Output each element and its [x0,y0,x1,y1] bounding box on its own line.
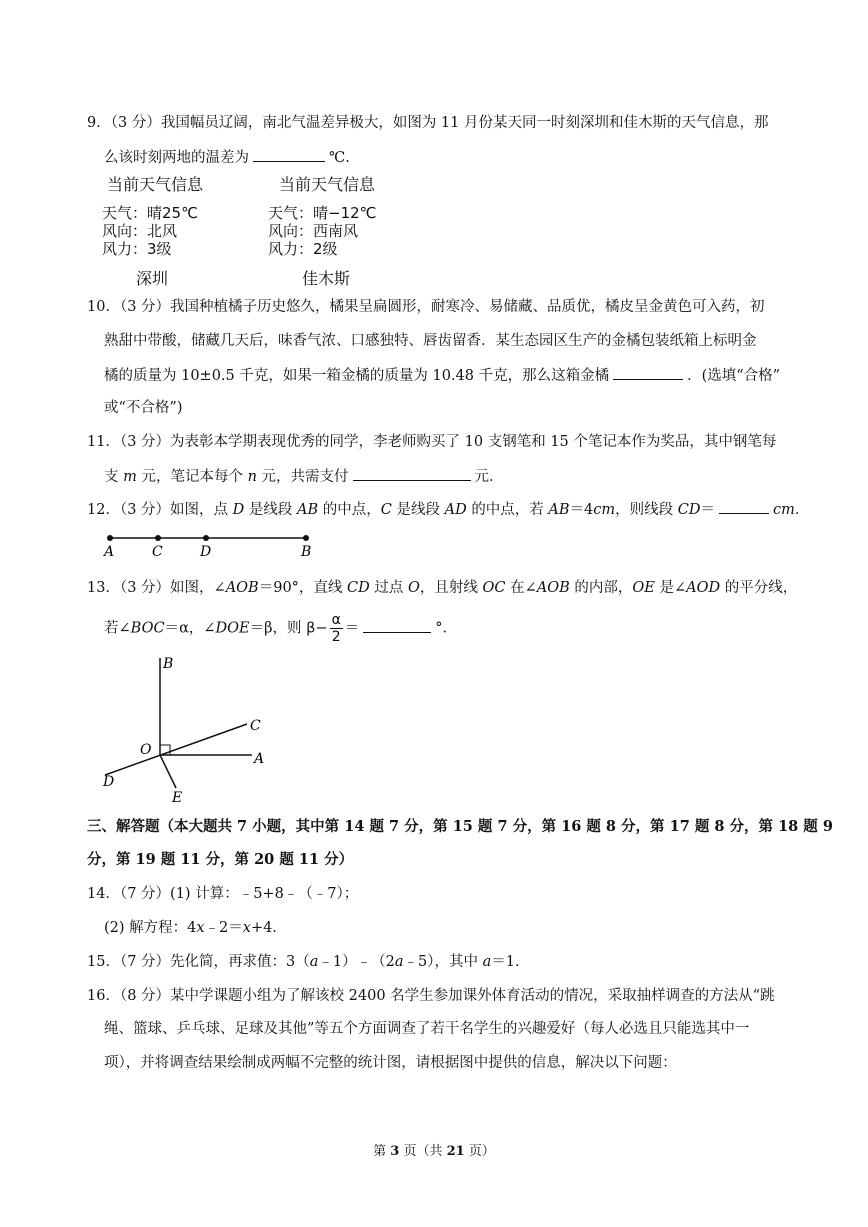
point-a [107,535,113,541]
answer-blank-q9[interactable] [253,147,325,162]
label-d: D [103,774,115,790]
jiamusi-wind-force: 风力：2级 [268,240,338,258]
page-footer: 第 3 页（共 21 页） [373,1144,495,1159]
section-3-heading-line2: 分，第 19 题 11 分，第 20 题 11 分） [87,851,354,868]
q9-line2: 么该时刻两地的温差为 ℃. [104,147,350,168]
alpha-over-two: $\frac{\alpha}{2}$ [331,612,341,645]
section-3-heading-line1: 三、解答题（本大题共 7 小题，其中第 14 题 7 分，第 15 题 7 分，第 16 题 8 分，第 17 题 8 分，第 18 题 9 [87,818,833,835]
q9-line1: 9．（3 分）我国幅员辽阔，南北气温差异极大，如图为 11 月份某天同一时刻深圳和佳木斯的天气信息，那 [87,115,769,131]
point-c [155,535,161,541]
label-e: E [172,790,183,806]
point-b [303,535,309,541]
q10-line1: 10．（3 分）我国种植橘子历史悠久，橘果呈扁圆形，耐寒冷、易储藏、品质优，橘皮呈金黄色可入药，初 [87,299,765,315]
q16-line1: 16．（8 分）某中学课题小组为了解该校 2400 名学生参加课外体育活动的情况，采取抽样调查的方法从“跳 [87,988,775,1004]
label-b: B [163,656,174,672]
q11-line1: 11．（3 分）为表彰本学期表现优秀的同学，李老师购买了 10 支钢笔和 15 个笔记本作为奖品，其中钢笔每 [87,434,777,450]
segment-diagram [100,530,320,560]
shenzhen-wind-dir: 风向：北风 [102,222,178,240]
answer-blank-q11[interactable] [353,466,471,481]
weather-card-shenzhen [102,204,198,258]
label-a: A [254,751,265,767]
point-d [203,535,209,541]
label-o: O [140,742,152,758]
q15-line: 15．（7 分）先化简，再求值：3（a﹣1）﹣（2a﹣5），其中 a＝1． [87,954,530,970]
label-c: C [250,718,261,734]
q14-line1: 14．（7 分）(1) 计算：﹣5+8﹣（﹣7）； [87,886,359,902]
label-a: A [104,544,115,560]
answer-blank-q10[interactable] [613,365,683,380]
city-shenzhen: 深圳 [136,269,169,288]
answer-blank-q12[interactable] [719,499,769,514]
q13-line2: 若∠BOC＝α，∠DOE＝β，则 β− $\frac{\alpha}{2}$ ＝ °． [104,612,458,645]
weather-card-jiamusi [268,204,377,258]
q10-line3: 橘的质量为 10±0.5 千克，如果一箱金橘的质量为 10.48 千克，那么这箱金橘 ．(选填“合格” [104,365,780,386]
page-number: 3 [390,1144,400,1159]
answer-blank-q13[interactable] [363,618,431,633]
label-c: C [152,544,163,560]
q16-line3: 项），并将调查结果绘制成两幅不完整的统计图，请根据图中提供的信息，解决以下问题： [104,1055,677,1071]
q16-line2: 绳、篮球、乒乓球、足球及其他”等五个方面调查了若干名学生的兴趣爱好（每人必选且只能选其中一 [104,1021,750,1037]
ray-oe [160,755,176,788]
label-d: D [200,544,212,560]
q11-line2: 支 m 元，笔记本每个 n 元，共需支付 元． [104,466,504,487]
city-jiamusi: 佳木斯 [302,269,351,288]
line-cd [105,724,247,775]
shenzhen-wind-force: 风力：3级 [102,240,172,258]
label-b: B [301,544,312,560]
q10-line2: 熟甜中带酸，储藏几天后，味香气浓、口感独特、唇齿留香．某生态园区生产的金橘包装纸箱上标明金 [104,333,757,349]
jiamusi-wind-dir: 风向：西南风 [268,222,359,240]
q14-line2: (2) 解方程：4x﹣2＝x+4． [104,920,287,936]
angle-diagram [95,650,285,810]
page-total: 21 [446,1144,465,1159]
q10-line4: 或“不合格”) [104,400,183,416]
weather-card-title-jiamusi: 当前天气信息 [279,175,376,194]
shenzhen-weather: 天气：晴25℃ [102,204,198,222]
q13-line1: 13．（3 分）如图，∠AOB＝90°，直线 CD 过点 O，且射线 OC 在∠AOB 的内部，OE 是∠AOD 的平分线， [87,580,798,596]
q12-line1: 12．（3 分）如图，点 D 是线段 AB 的中点，C 是线段 AD 的中点，若 AB＝4cm，则线段 CD＝ cm． [87,499,809,520]
weather-card-title-shenzhen: 当前天气信息 [107,175,204,194]
jiamusi-weather: 天气：晴−12℃ [268,204,377,222]
